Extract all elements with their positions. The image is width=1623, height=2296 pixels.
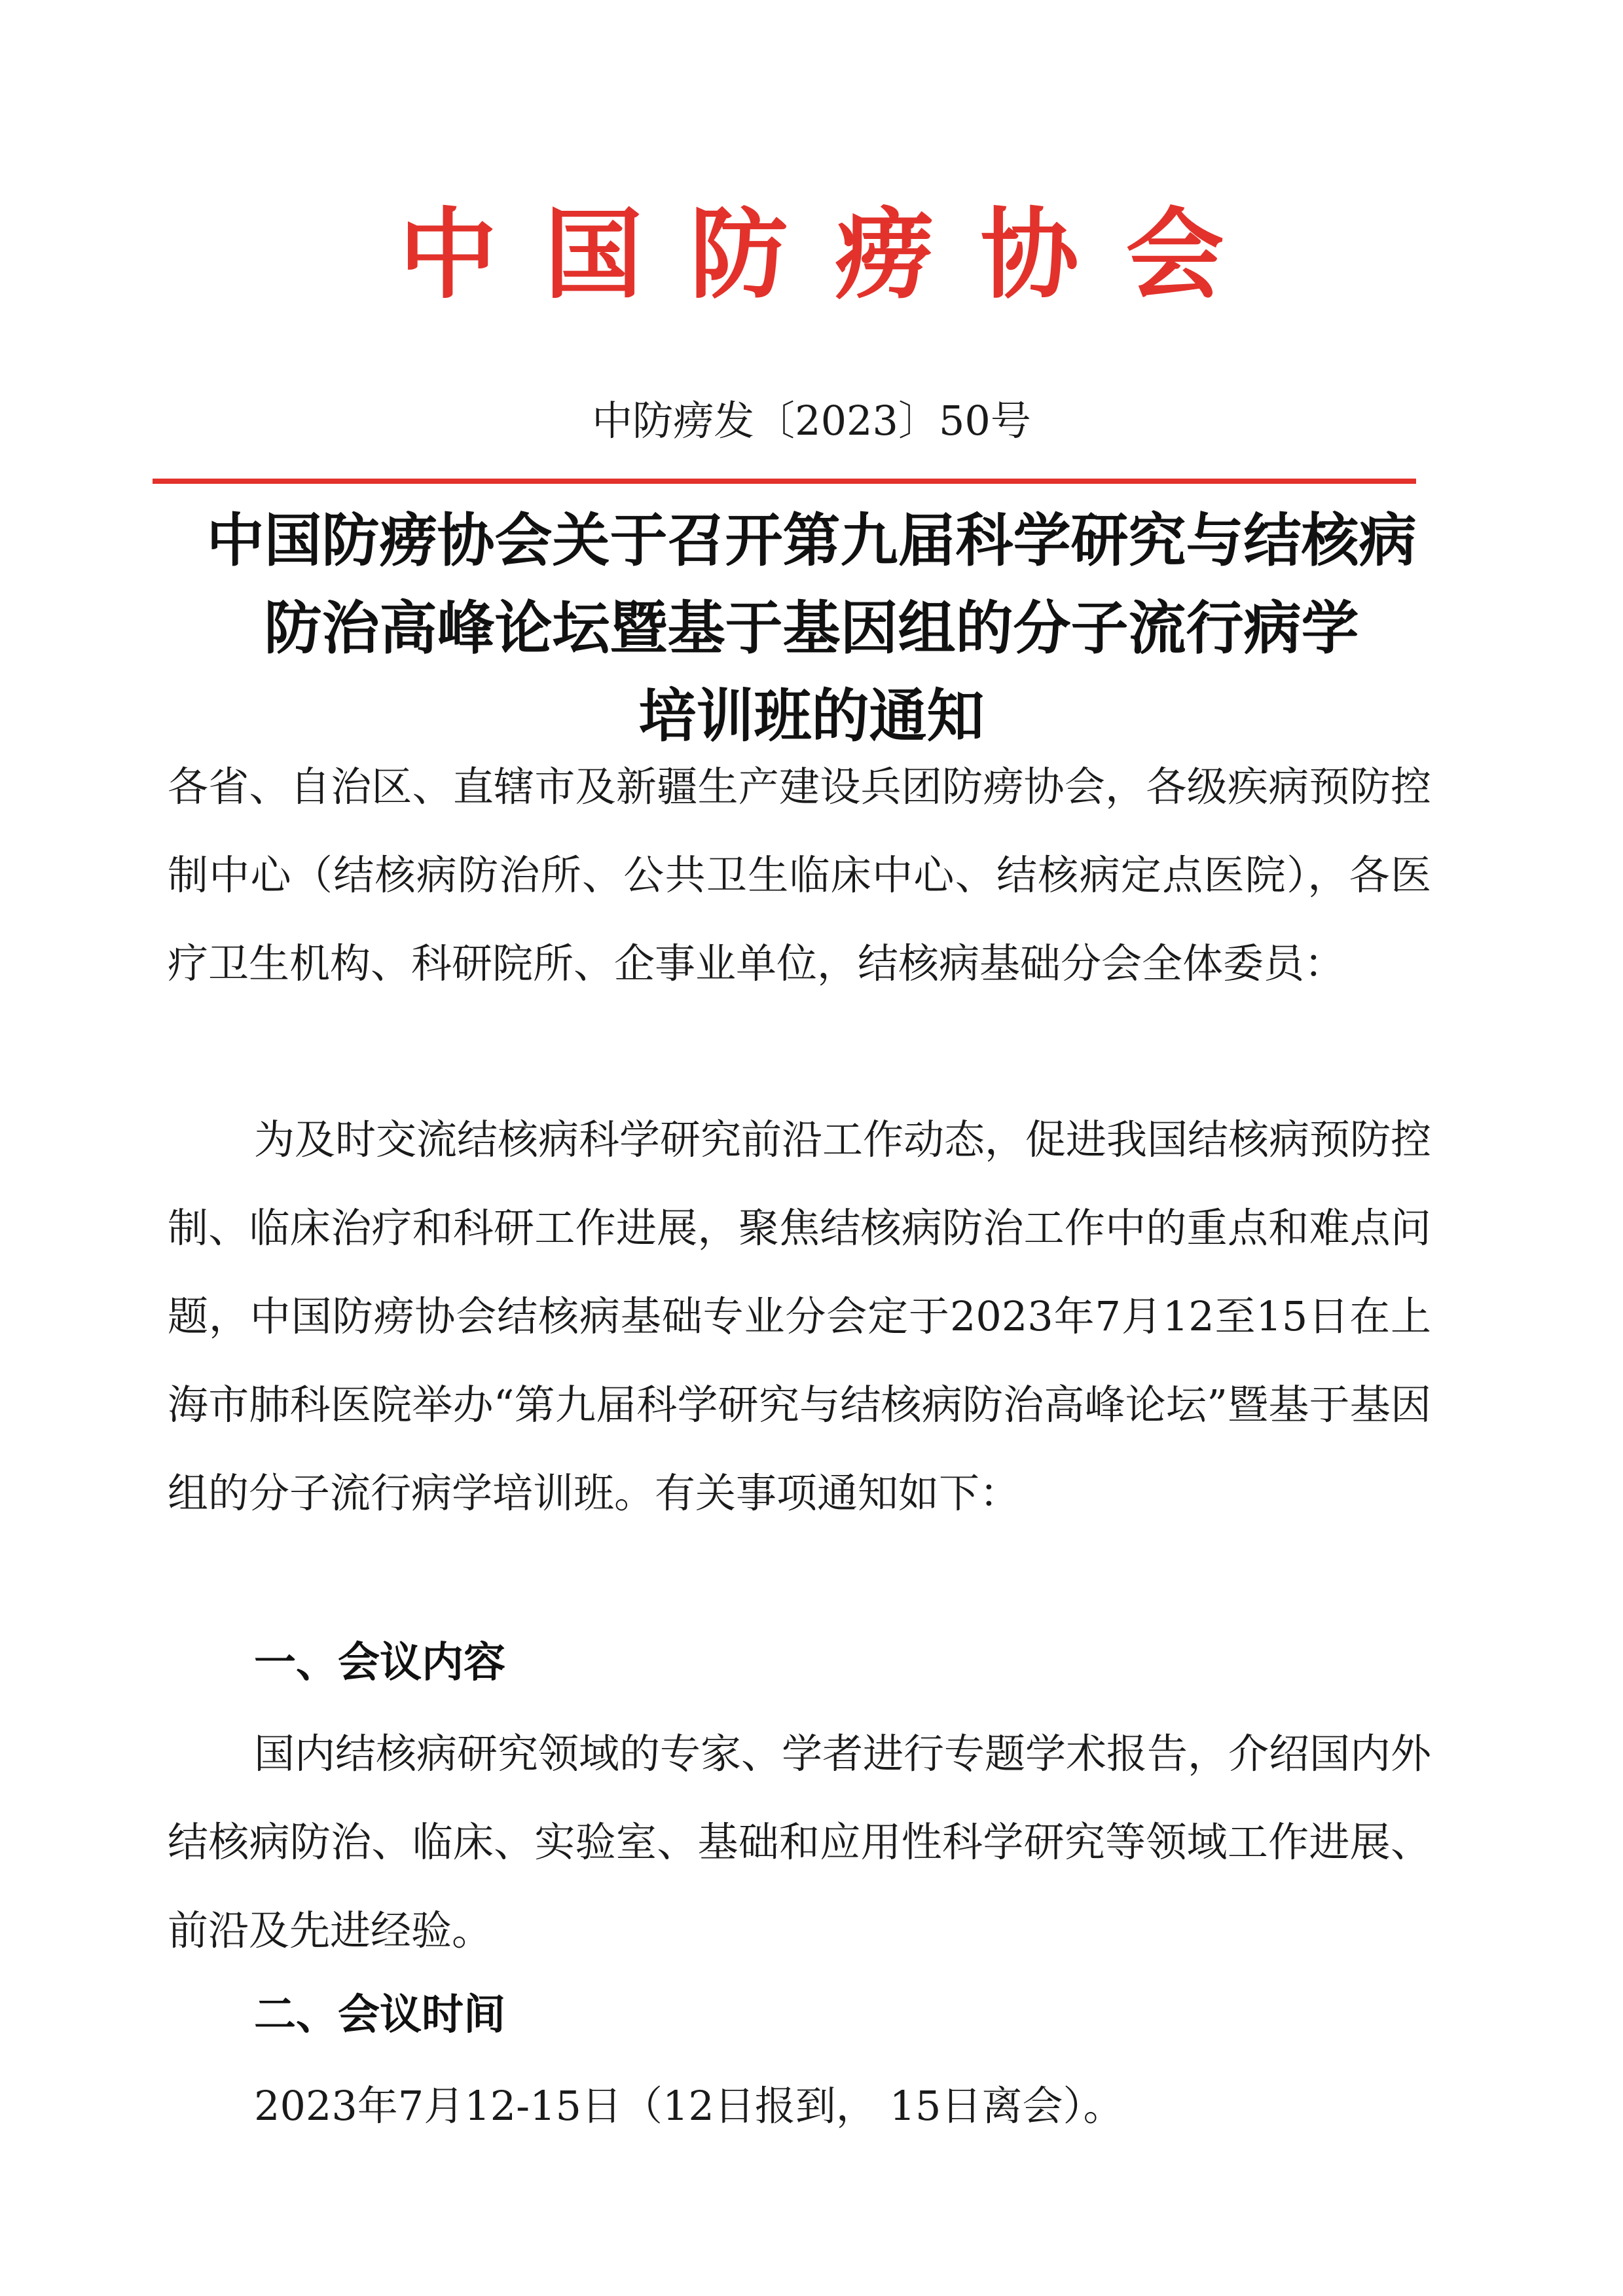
addressee-paragraph: 各省、自治区、直辖市及新疆生产建设兵团防痨协会，各级疾病预防控制中心（结核病防治所、公共卫生临床中心、结核病定点医院），各医疗卫生机构、科研院所、企事业单位，结核病基础分会全体委员： [168,763,1431,987]
document-number: 中防痨发〔2023〕50号 [592,397,1031,445]
section-text-meeting-time: 2023年7月12-15日（12日报到， 15日离会）。 [254,2082,1124,2130]
section-text-meeting-content: 国内结核病研究领域的专家、学者进行专题学术报告，介绍国内外结核病防治、临床、实验室、基础和应用性科学研究等领域工作进展、前沿及先进经验。 [168,1730,1432,1954]
title-line-2: 防治高峰论坛暨基于基因组的分子流行病学 [264,594,1359,662]
notice-title [131,496,1492,759]
title-line-1: 中国防痨协会关于召开第九届科学研究与结核病 [206,506,1417,574]
title-line-3: 培训班的通知 [638,682,985,750]
letterhead-organization-name: 中国防痨协会 [399,198,1271,312]
red-divider-line [153,479,1416,484]
section-heading-meeting-time: 二、会议时间 [254,1991,505,2039]
section-heading-meeting-content: 一、会议内容 [254,1639,505,1687]
intro-paragraph: 为及时交流结核病科学研究前沿工作动态，促进我国结核病预防控制、临床治疗和科研工作进展，聚焦结核病防治工作中的重点和难点问题，中国防痨协会结核病基础专业分会定于2023年7月12至15日在上海市肺科医院举办“第九届科学研究与结核病防治高峰论坛”暨基于基因组的分子流行病学培训班。有关事项通知如下： [168,1116,1432,1517]
